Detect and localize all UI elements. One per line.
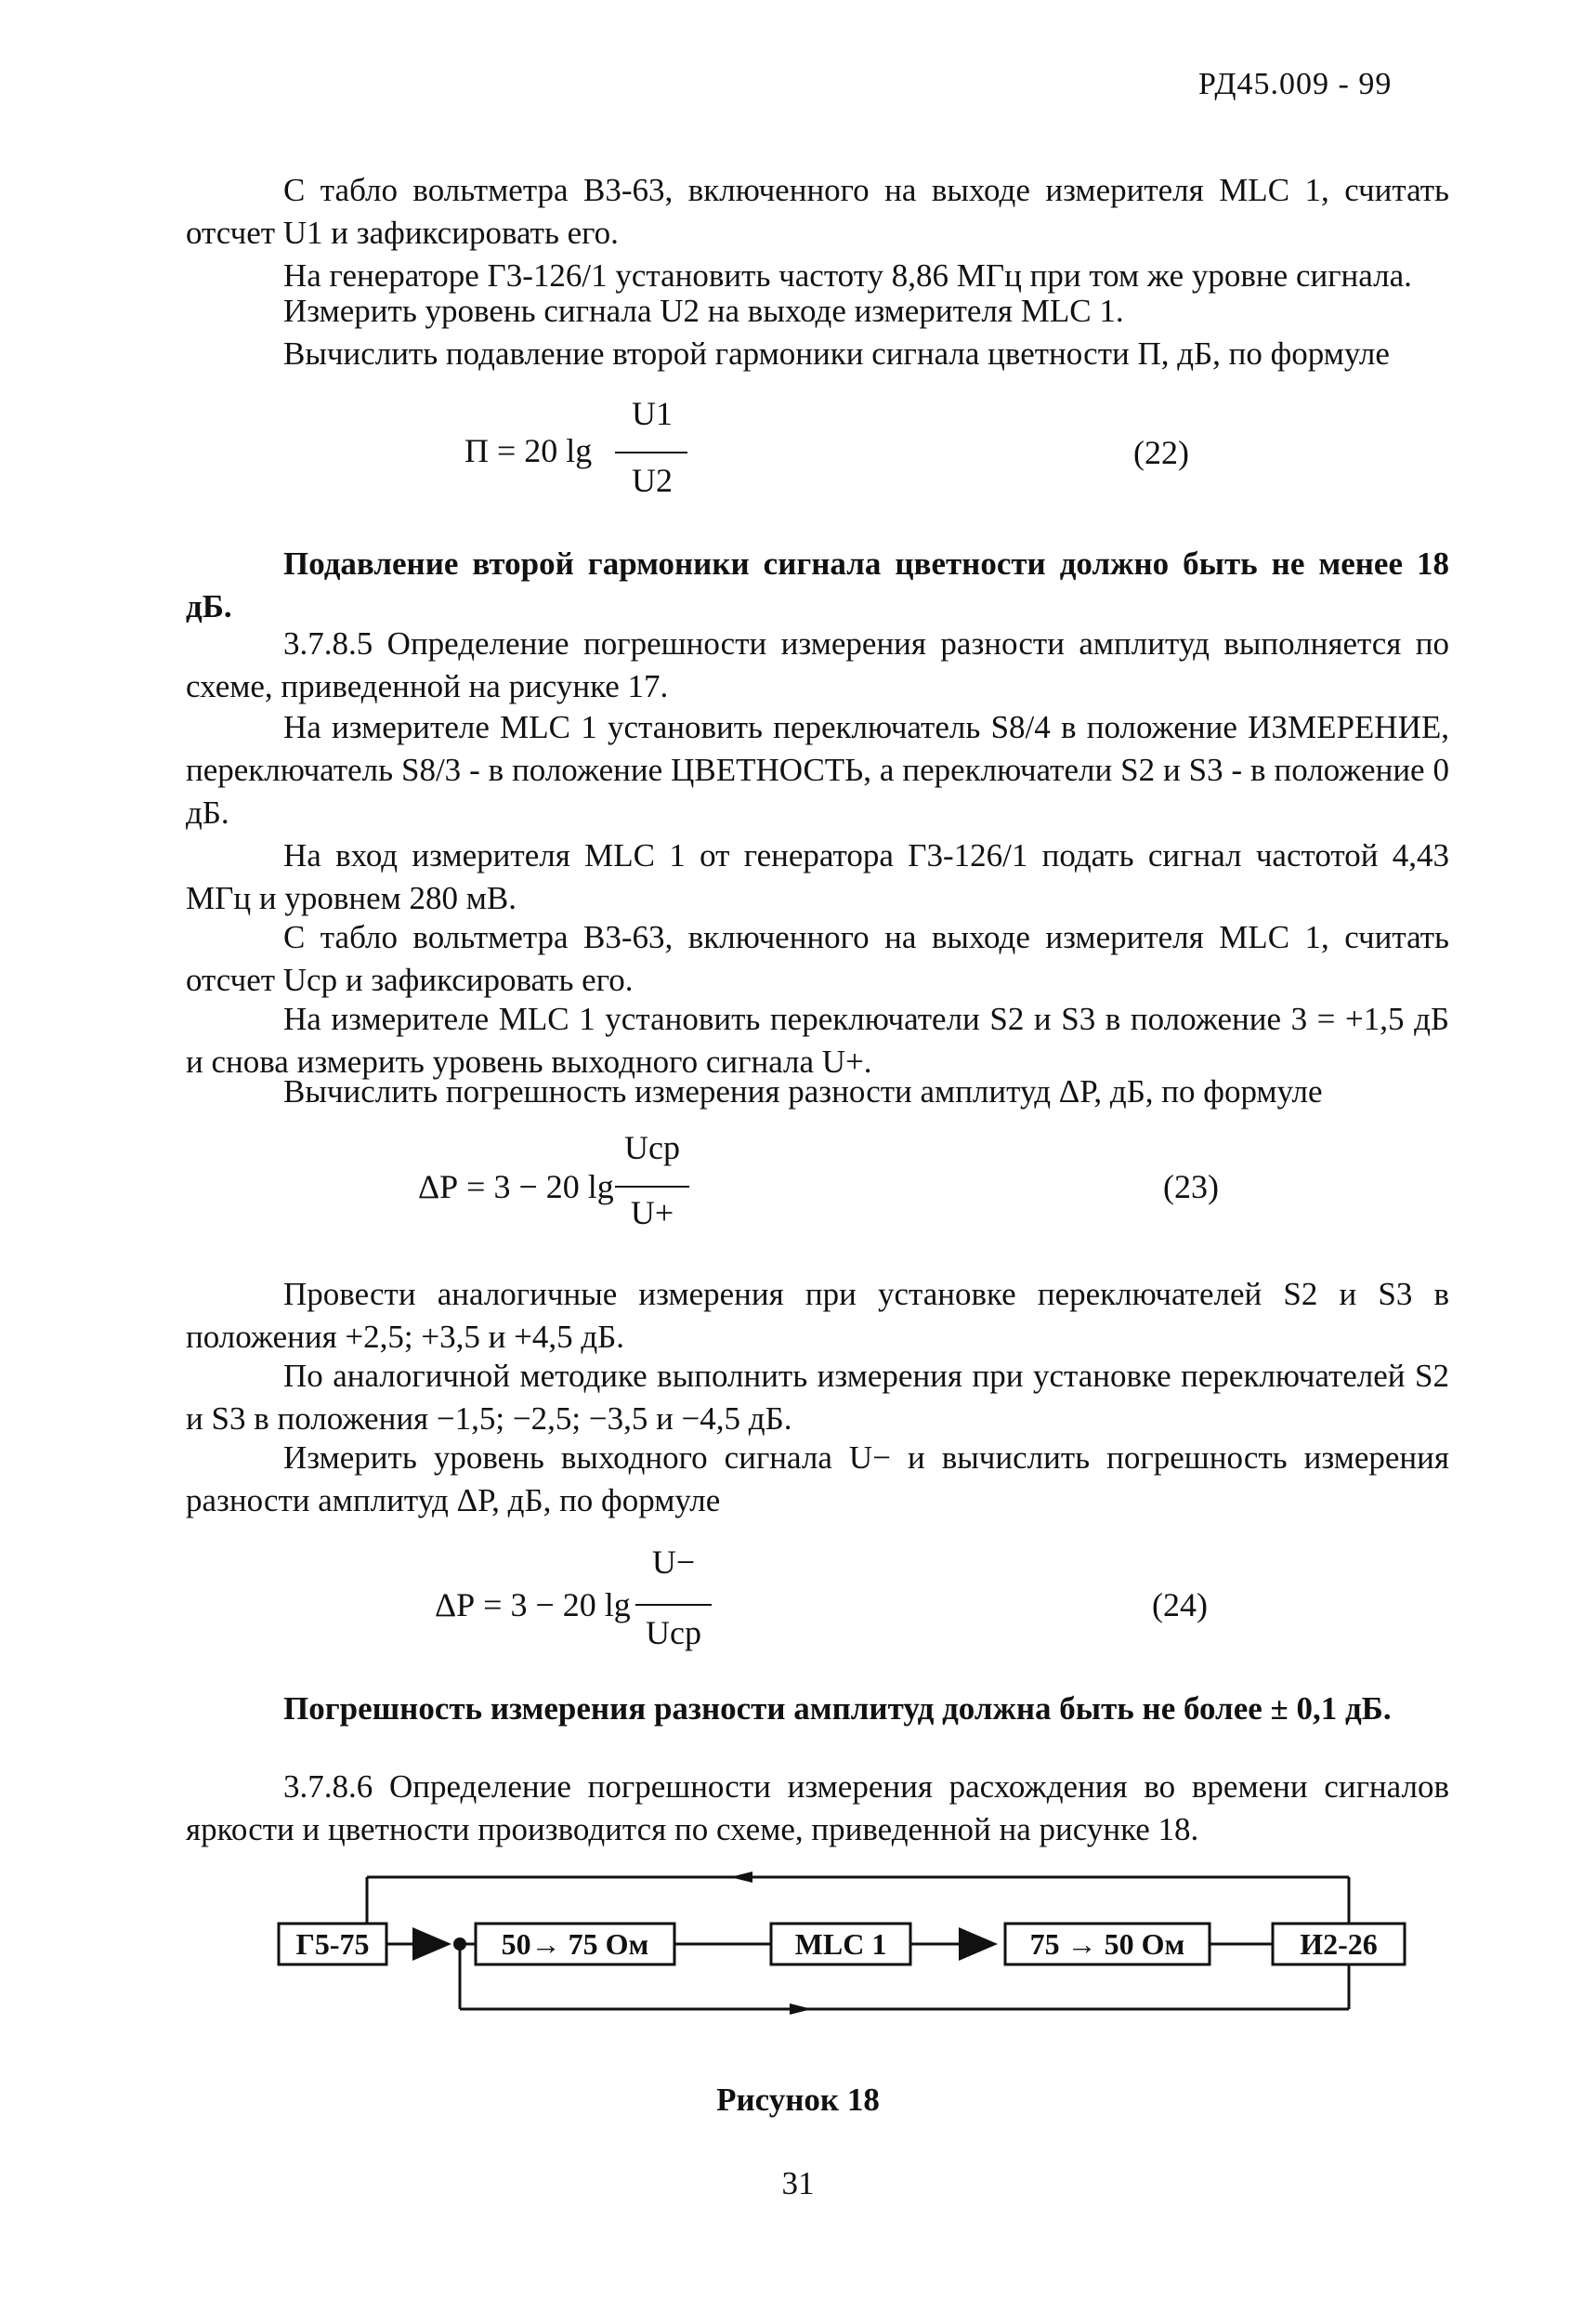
formula-23-fraction-line <box>615 1186 689 1188</box>
formula-24-number: (24) <box>1152 1586 1208 1623</box>
block-label-50-75: 50→ 75 Ом <box>501 1927 649 1961</box>
formula-22-denominator: U2 <box>632 462 673 499</box>
formula-22-lhs: П = 20 lg <box>464 432 593 469</box>
paragraph-13: По аналогичной методике выполнить измерения при установке переключателей S2 и S3 в положения −1,5; −2,5; −3,5 и −4,5 дБ. <box>186 1358 1449 1437</box>
block-adapter-50-75 <box>476 1924 674 1964</box>
block-label-i2-26: И2-26 <box>1300 1927 1378 1961</box>
block-label-mlc-1: MLC 1 <box>794 1927 887 1961</box>
paragraph-8: На вход измерителя MLC 1 от генератора Г3-126/1 подать сигнал частотой 4,43 МГц и уровнем 280 мВ. <box>186 837 1449 916</box>
paragraph-14: Измерить уровень выходного сигнала U− и вычислить погрешность измерения разности амплитуд ΔР, дБ, по формуле <box>186 1439 1449 1518</box>
formula-23-lhs: ΔР = 3 − 20 lg <box>418 1168 614 1205</box>
paragraph-2: На генераторе Г3-126/1 установить частоту 8,86 МГц при том же уровне сигнала. <box>283 257 1412 294</box>
formula-24-numerator: U− <box>651 1544 696 1581</box>
paragraph-10: На измерителе MLC 1 установить переключатели S2 и S3 в положение 3 = +1,5 дБ и снова измерить уровень выходного сигнала U+. <box>186 1001 1449 1080</box>
paragraph-6: 3.7.8.5 Определение погрешности измерения разности амплитуд выполняется по схеме, приведенной на рисунке 17. <box>186 625 1449 704</box>
paragraph-4: Вычислить подавление второй гармоники сигнала цветности П, дБ, по формуле <box>283 335 1390 372</box>
paragraph-5: Подавление второй гармоники сигнала цветности должно быть не менее 18 дБ. <box>186 545 1449 624</box>
feedback-line-top <box>367 1872 1349 1925</box>
formula-22-numerator: U1 <box>632 395 673 432</box>
measurement-scheme-diagram <box>269 1868 1440 2054</box>
paragraph-1: С табло вольтметра В3-63, включенного на выходе измерителя MLC 1, считать отсчет U1 и зафиксировать его. <box>186 172 1449 251</box>
formula-22-number: (22) <box>1133 434 1189 471</box>
paragraph-15: Погрешность измерения разности амплитуд должна быть не более ± 0,1 дБ. <box>283 1690 1392 1727</box>
block-label-75-50: 75 → 50 Ом <box>1029 1927 1185 1961</box>
paragraph-9: С табло вольтметра В3-63, включенного на выходе измерителя MLC 1, считать отсчет Uср и зафиксировать его. <box>186 919 1449 998</box>
page-number: 31 <box>781 2165 815 2201</box>
formula-22-fraction-line <box>615 452 687 453</box>
paragraph-11: Вычислить погрешность измерения разности амплитуд ΔР, дБ, по формуле <box>283 1073 1323 1110</box>
block-adapter-75-50 <box>1005 1924 1210 1964</box>
formula-24-denominator: Uср <box>646 1614 701 1651</box>
figure-caption: Рисунок 18 <box>716 2082 880 2118</box>
paragraph-16: 3.7.8.6 Определение погрешности измерения расхождения во времени сигналов яркости и цветности производится по схеме, приведенной на рисунке 18. <box>186 1768 1449 1847</box>
formula-23-numerator: Uср <box>624 1129 680 1166</box>
paragraph-12: Провести аналогичные измерения при установке переключателей S2 и S3 в положения +2,5; +3,5 и +4,5 дБ. <box>186 1276 1449 1355</box>
paragraph-7: На измерителе MLC 1 установить переключатель S8/4 в положение ИЗМЕРЕНИЕ, переключатель S8/3 - в положение ЦВЕТНОСТЬ, а переключатели S2 и S3 - в положение 0 дБ. <box>186 709 1449 831</box>
block-label-g5-75: Г5-75 <box>295 1927 370 1961</box>
block-i2-26 <box>1273 1924 1405 1964</box>
document-code-header: РД45.009 - 99 <box>1198 67 1393 101</box>
formula-23-denominator: U+ <box>630 1194 674 1231</box>
block-mlc-1 <box>771 1924 910 1964</box>
formula-24-lhs: ΔР = 3 − 20 lg <box>435 1586 631 1623</box>
block-generator-g5-75 <box>279 1924 386 1964</box>
formula-23-number: (23) <box>1163 1168 1219 1205</box>
paragraph-3: Измерить уровень сигнала U2 на выходе измерителя MLC 1. <box>283 293 1124 329</box>
formula-24-fraction-line <box>635 1604 712 1606</box>
